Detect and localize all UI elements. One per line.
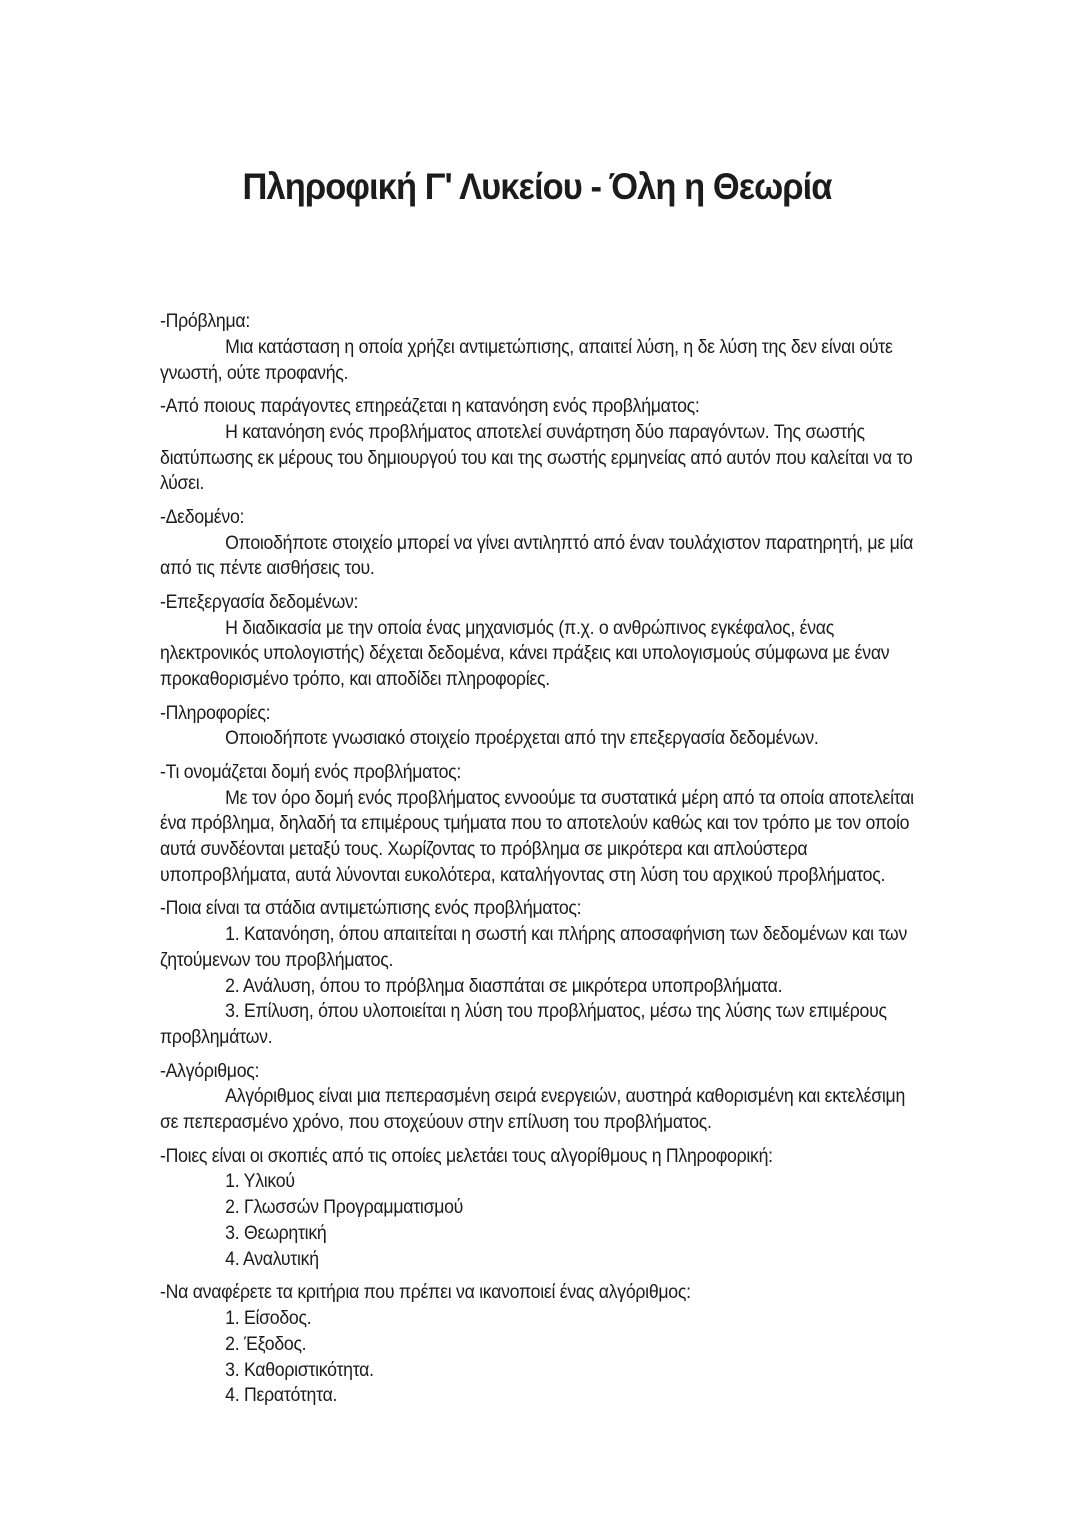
document-title: Πληροφική Γ' Λυκείου - Όλη η Θεωρία — [242, 166, 832, 207]
section-paragraph: Οποιοδήποτε στοιχείο μπορεί να γίνει αντιληπτό από έναν τουλάχιστον παρατηρητή, με μία από τις πέντε αισθήσεις του. — [160, 532, 914, 580]
section-list-item: 3. Καθοριστικότητα. — [225, 1359, 374, 1381]
section-heading: -Ποια είναι τα στάδια αντιμετώπισης ενός προβλήματος: — [160, 898, 582, 920]
qa-section-skopies-algorithmon — [160, 1144, 914, 1273]
section-list-item: 1. Υλικού — [225, 1171, 295, 1193]
section-paragraph: Η κατανόηση ενός προβλήματος αποτελεί συνάρτηση δύο παραγόντων. Της σωστής διατύπωσης εκ μέρους του δημιουργού του και της σωστής ερμηνείας από αυτόν που καλείται να το λύσει. — [160, 421, 913, 495]
qa-section-dedomeno — [160, 505, 914, 582]
document-body — [160, 309, 914, 1409]
qa-section-stadia-antimetopisis — [160, 896, 914, 1051]
section-list-item: 2. Γλωσσών Προγραμματισμού — [225, 1197, 464, 1219]
section-heading: -Πρόβλημα: — [160, 311, 250, 332]
section-heading: -Τι ονομάζεται δομή ενός προβλήματος: — [160, 761, 462, 783]
qa-section-problima — [160, 309, 914, 386]
section-list-item: 4. Αναλυτική — [225, 1248, 319, 1270]
section-paragraph: Αλγόριθμος είναι μια πεπερασμένη σειρά ενεργειών, αυστηρά καθορισμένη και εκτελέσιμη σε πεπερασμένο χρόνο, που στοχεύουν στην επίλυση του προβλήματος. — [160, 1086, 906, 1134]
section-list-item: 3. Θεωρητική — [225, 1223, 327, 1245]
qa-section-plirofories — [160, 701, 914, 753]
section-list-item: 1. Κατανόηση, όπου απαιτείται η σωστή και πλήρης αποσαφήνιση των δεδομένων και των ζητούμενων του προβλήματος. — [160, 924, 908, 971]
section-list-item: 3. Επίλυση, όπου υλοποιείται η λύση του προβλήματος, μέσω της λύσης των επιμέρους προβλημάτων. — [160, 1001, 887, 1049]
qa-section-epexergasia-dedomenon — [160, 590, 914, 693]
section-list-item: 2. Έξοδος. — [225, 1333, 307, 1355]
document-column — [160, 165, 914, 1409]
section-paragraph: Η διαδικασία με την οποία ένας μηχανισμός (π.χ. ο ανθρώπινος εγκέφαλος, ένας ηλεκτρονικός υπολογιστής) δέχεται δεδομένα, κάνει πράξεις και υπολογισμούς σύμφωνα με έναν προκαθορισμένο τρόπο, και αποδίδει πληροφορίες. — [160, 617, 890, 691]
qa-section-domi-provlimatos — [160, 760, 914, 889]
section-heading: -Από ποιους παράγοντες επηρεάζεται η κατανόηση ενός προβλήματος: — [160, 395, 700, 417]
section-list-item: 1. Είσοδος. — [225, 1308, 312, 1330]
qa-section-kritiria-algorithmou — [160, 1280, 914, 1409]
section-heading: -Πληροφορίες: — [160, 702, 271, 724]
section-heading: -Επεξεργασία δεδομένων: — [160, 591, 359, 613]
qa-section-algorithmos — [160, 1059, 914, 1136]
qa-section-paragontes-katanoisis — [160, 394, 914, 497]
section-paragraph: Οποιοδήποτε γνωσιακό στοιχείο προέρχεται από την επεξεργασία δεδομένων. — [225, 728, 819, 750]
section-list-item: 4. Περατότητα. — [225, 1385, 338, 1407]
section-heading: -Δεδομένο: — [160, 506, 245, 528]
section-heading: -Ποιες είναι οι σκοπιές από τις οποίες μελετάει τους αλγορίθμους η Πληροφορική: — [160, 1145, 773, 1167]
section-heading: -Να αναφέρετε τα κριτήρια που πρέπει να ικανοποιεί ένας αλγόριθμος: — [160, 1282, 691, 1304]
section-list-item: 2. Ανάλυση, όπου το πρόβλημα διασπάται σε μικρότερα υποπροβλήματα. — [225, 975, 783, 997]
section-heading: -Αλγόριθμος: — [160, 1060, 260, 1082]
section-paragraph: Με τον όρο δομή ενός προβλήματος εννοούμε τα συστατικά μέρη από τα οποία αποτελείται ένα πρόβλημα, δηλαδή τα επιμέρους τμήματα που το αποτελούν καθώς και τον τρόπο με τον οποίο αυτά συνδέονται μεταξύ τους. Χωρίζοντας το πρόβλημα σε μικρότερα και απλούστερα υποπροβλήματα, αυτά λύνονται ευκολότερα, καταλήγοντας στη λύση του αρχικού προβλήματος. — [160, 787, 914, 886]
section-paragraph: Μια κατάσταση η οποία χρήζει αντιμετώπισης, απαιτεί λύση, η δε λύση της δεν είναι ούτε γνωστή, ούτε προφανής. — [160, 336, 893, 384]
